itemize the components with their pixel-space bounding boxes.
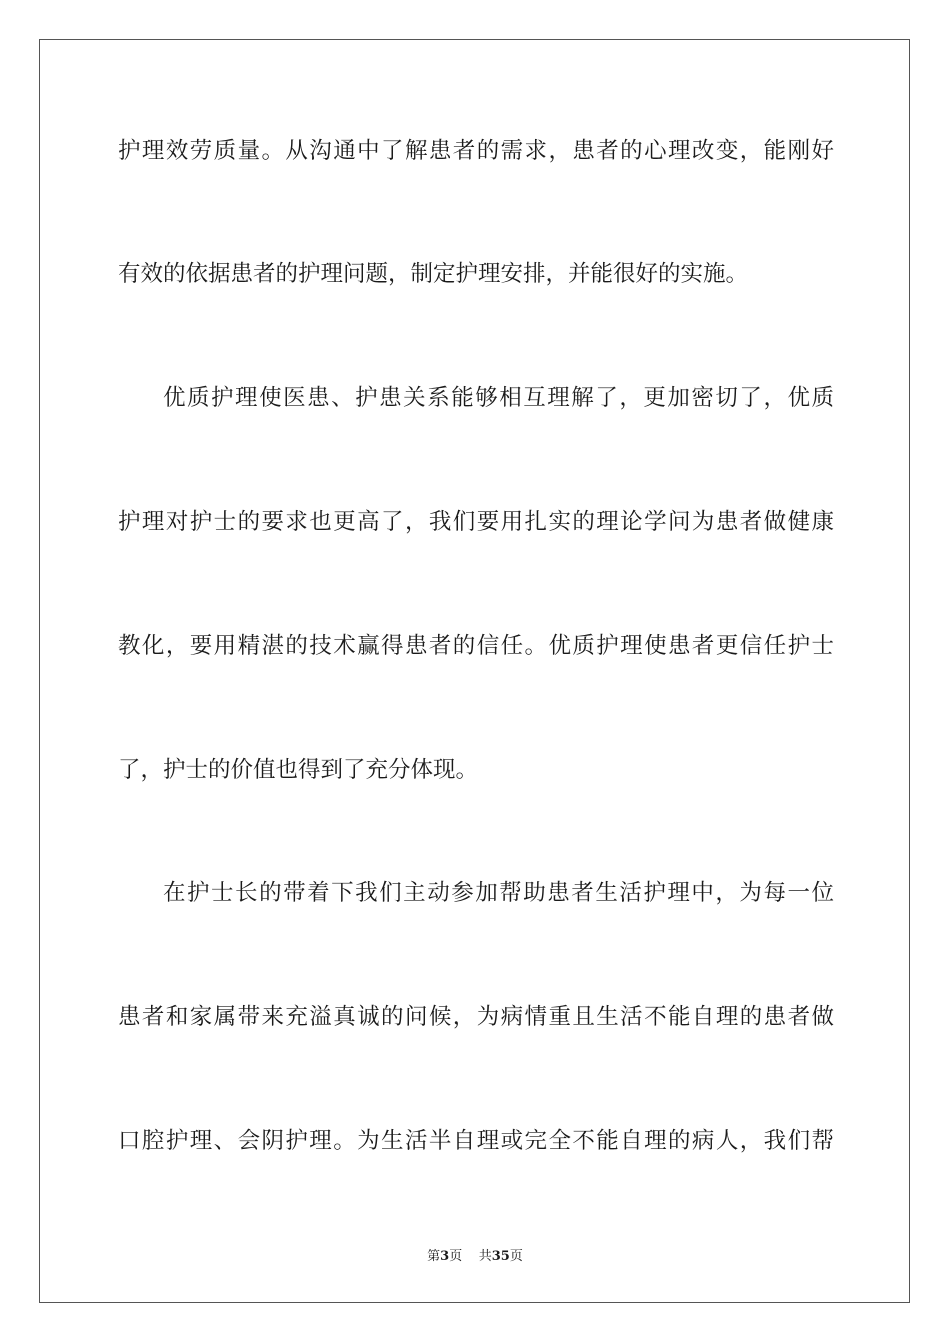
total-pages: 35 (491, 1249, 510, 1264)
page-border (39, 39, 910, 1303)
body-text-line: 教化，要用精湛的技术赢得患者的信任。优质护理使患者更信任护士 (118, 633, 834, 659)
paragraph-first-line: 在护士长的带着下我们主动参加帮助患者生活护理中，为每一位 (163, 880, 834, 906)
body-text-line: 护理效劳质量。从沟通中了解患者的需求，患者的心理改变，能刚好 (118, 138, 834, 164)
body-text-line: 有效的依据患者的护理问题，制定护理安排，并能很好的实施。 (118, 261, 749, 287)
page-prefix: 第 (427, 1249, 441, 1264)
page-suffix: 页 (449, 1249, 463, 1264)
total-prefix: 共 (478, 1249, 492, 1264)
page-footer (0, 1248, 950, 1266)
page-number: 3 (440, 1249, 450, 1264)
body-text-line: 护理对护士的要求也更高了，我们要用扎实的理论学问为患者做健康 (118, 509, 834, 535)
body-text-line: 患者和家属带来充溢真诚的问候，为病情重且生活不能自理的患者做 (118, 1004, 834, 1030)
body-text-line: 口腔护理、会阴护理。为生活半自理或完全不能自理的病人，我们帮 (118, 1128, 834, 1154)
total-suffix: 页 (509, 1249, 523, 1264)
paragraph-first-line: 优质护理使医患、护患关系能够相互理解了，更加密切了，优质 (163, 385, 834, 411)
body-text-line: 了，护士的价值也得到了充分体现。 (118, 757, 479, 783)
